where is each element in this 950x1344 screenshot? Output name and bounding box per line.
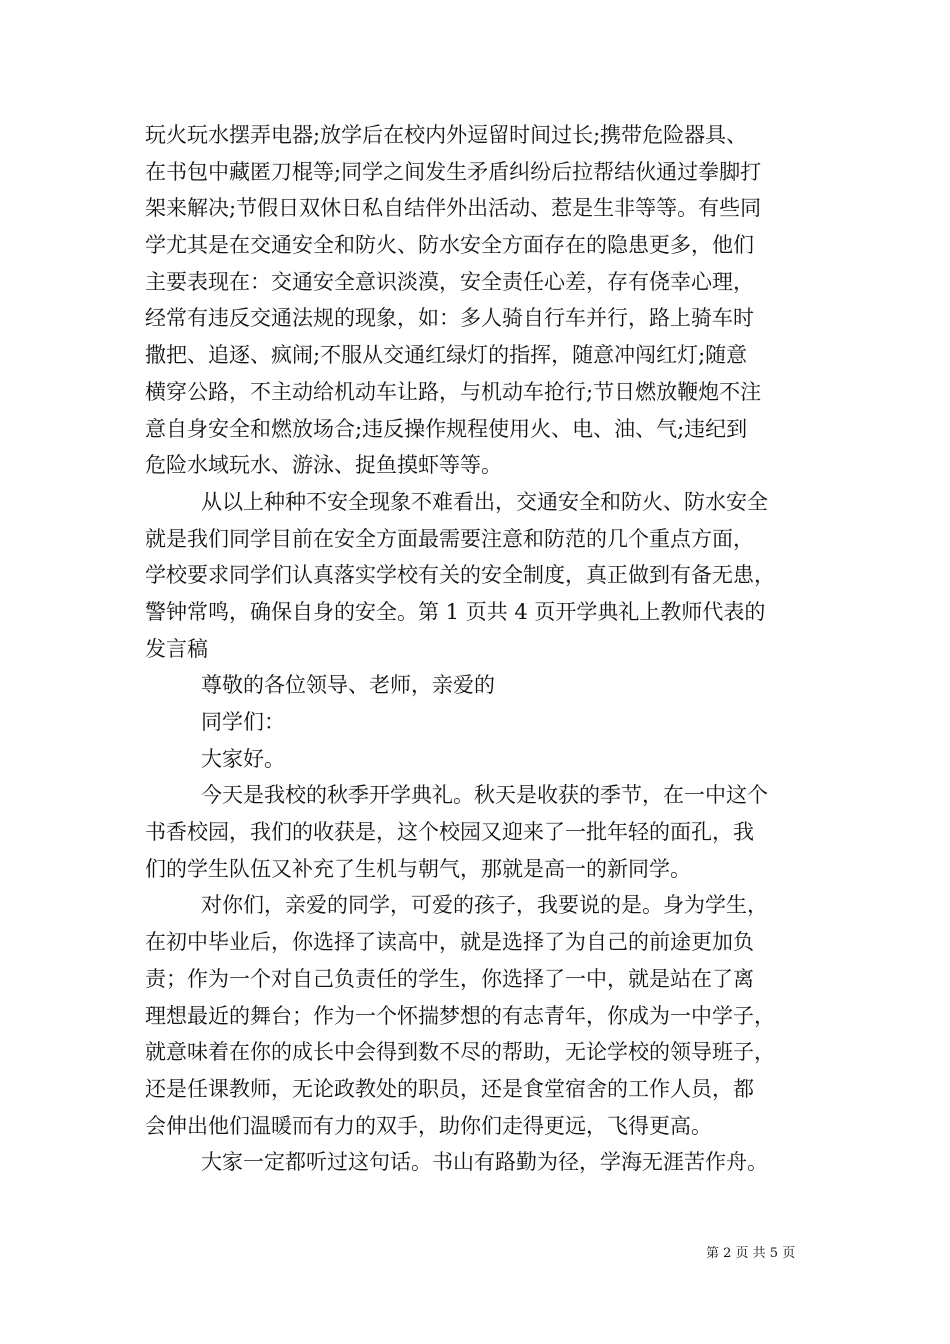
text-line: 今天是我校的秋季开学典礼。秋天是收获的季节，在一中这个 [201,783,768,808]
text-line: 发言稿 [145,636,208,661]
text-line: 责；作为一个对自己负责任的学生，你选择了一中，就是站在了离 [145,966,754,991]
text-line: 学校要求同学们认真落实学校有关的安全制度，真正做到有备无患， [145,563,775,588]
text-line: 从以上种种不安全现象不难看出，交通安全和防火、防水安全 [201,489,768,514]
text-line: 在书包中藏匿刀棍等;同学之间发生矛盾纠纷后拉帮结伙通过拳脚打 [145,159,762,184]
text-line: 危险水域玩水、游泳、捉鱼摸虾等等。 [145,453,502,478]
text-line: 同学们： [201,710,285,734]
text-line: 尊敬的各位领导、老师，亲爱的 [201,673,495,698]
text-line: 架来解决;节假日双休日私自结伴外出活动、惹是生非等等。有些同 [145,196,762,221]
text-line: 横穿公路，不主动给机动车让路，与机动车抢行;节日燃放鞭炮不注 [145,379,762,404]
text-line: 理想最近的舞台；作为一个怀揣梦想的有志青年，你成为一中学子， [145,1003,775,1028]
text-line: 就是我们同学目前在安全方面最需要注意和防范的几个重点方面， [145,526,754,551]
text-line: 书香校园，我们的收获是，这个校园又迎来了一批年轻的面孔，我 [145,820,754,845]
text-line: 会伸出他们温暖而有力的双手，助你们走得更远，飞得更高。 [145,1113,712,1138]
text-line: 玩火玩水摆弄电器;放学后在校内外逗留时间过长;携带危险器具、 [145,123,748,147]
page-number: 第 2 页 共 5 页 [706,1246,796,1261]
text-line: 还是任课教师，无论政教处的职员，还是食堂宿舍的工作人员，都 [145,1076,754,1101]
text-line: 警钟常鸣，确保自身的安全。第 1 页共 4 页开学典礼上教师代表的 [145,599,766,624]
body-text [145,117,815,1181]
text-line: 大家一定都听过这句话。书山有路勤为径，学海无涯苦作舟。 [201,1150,768,1175]
text-line: 对你们，亲爱的同学，可爱的孩子，我要说的是。身为学生， [201,893,768,918]
text-line: 撒把、追逐、疯闹;不服从交通红绿灯的指挥，随意冲闯红灯;随意 [145,343,748,368]
text-line: 就意味着在你的成长中会得到数不尽的帮助，无论学校的领导班子， [145,1040,775,1065]
text-line: 经常有违反交通法规的现象，如：多人骑自行车并行，路上骑车时 [145,306,754,331]
text-line: 们的学生队伍又补充了生机与朝气，那就是高一的新同学。 [145,856,691,881]
text-line: 学尤其是在交通安全和防火、防水安全方面存在的隐患更多，他们 [145,233,754,258]
text-line: 在初中毕业后，你选择了读高中，就是选择了为自己的前途更加负 [145,930,754,955]
text-line: 意自身安全和燃放场合;违反操作规程使用火、电、油、气;违纪到 [145,416,748,441]
text-line: 主要表现在：交通安全意识淡漠，安全责任心差，存有侥幸心理， [145,269,754,294]
text-line: 大家好。 [201,746,285,771]
